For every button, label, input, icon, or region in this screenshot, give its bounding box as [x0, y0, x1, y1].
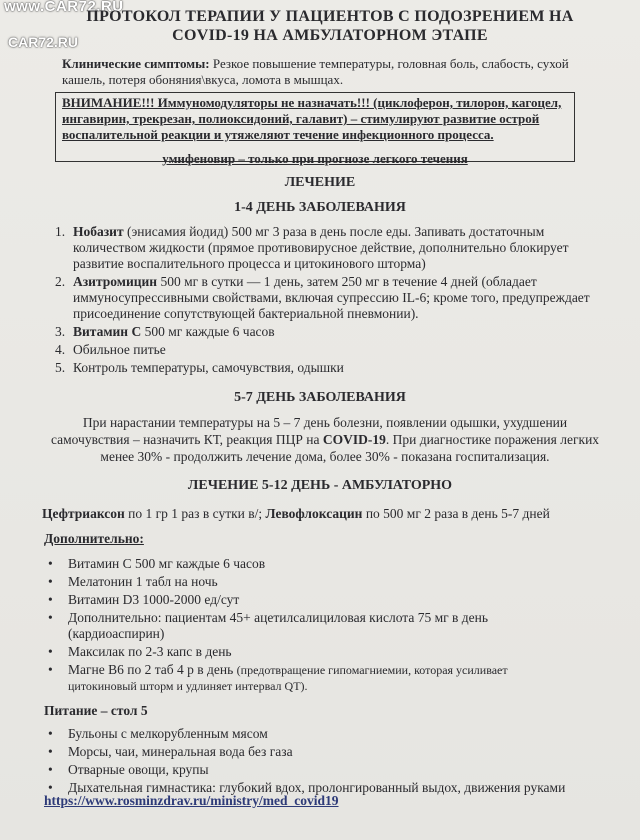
list-item: 3. Витамин С 500 мг каждые 6 часов	[55, 324, 275, 339]
clinical-text: Резкое повышение температуры, головная боль, слабость, сухой кашель, потеря обоняния\вкуса, ломота в мышцах.	[62, 56, 569, 87]
warning-footer: умифеновир – только при прогнозе легкого течения	[162, 151, 468, 166]
list-item: • Дыхательная гимнастика: глубокий вдох, пролонгированный выдох, движения руками	[48, 780, 608, 796]
list-item: • Бульоны с мелкорубленным мясом	[48, 726, 608, 742]
list-item: • Дополнительно: пациентам 45+ ацетилсалициловая кислота 75 мг в день (кардиоаспирин)	[48, 610, 568, 642]
clinical-symptoms	[62, 56, 582, 88]
ministry-link[interactable]: https://www.rosminzdrav.ru/ministry/med_covid19	[44, 793, 339, 808]
warning-lead: ВНИМАНИЕ!!! Иммуномодуляторы не назначать!!!	[62, 95, 370, 110]
list-item: • Витамин С 500 мг каждые 6 часов	[48, 556, 568, 572]
list-item: • Отварные овощи, крупы	[48, 762, 608, 778]
list-item: 1. Нобазит (энисамия йодид) 500 мг 3 раза в день после еды. Запивать достаточным количеством жидкости (прямое противовирусное действие, дополнительно блокирует развитие воспалительного процесса и цитокинового шторма)	[55, 224, 569, 271]
treatment-heading: ЛЕЧЕНИЕ	[284, 175, 356, 190]
list-item: 2. Азитромицин 500 мг в сутки — 1 день, затем 250 мг в течение 4 дней (обладает иммуносупрессивными свойствами, включая супрессию IL-6; кроме того, предупреждает присоединение сопутствующей бактериальной пневмонии).	[55, 274, 590, 321]
list-item: 5. Контроль температуры, самочувствия, одышки	[55, 360, 344, 375]
additional-list	[48, 556, 568, 696]
protocol-title-line1: ПРОТОКОЛ ТЕРАПИИ У ПАЦИЕНТОВ С ПОДОЗРЕНИЕМ НА	[86, 8, 574, 25]
warning-text: (циклоферон, тилорон, кагоцел, ингавирин, трекрезан, полиоксидоний, галавит) – стимулируют развитие острой воспалительной реакции и утяжеляют течение инфекционного процесса.	[62, 95, 562, 142]
antibiotics-line: Цефтриаксон по 1 гр 1 раз в сутки в/; Левофлоксацин по 500 мг 2 раза в день 5-7 дней	[42, 506, 550, 521]
watermark-top: www.CAR72.RU	[4, 0, 124, 15]
list-item: • Мелатонин 1 табл на ночь	[48, 574, 568, 590]
list-item: • Морсы, чаи, минеральная вода без газа	[48, 744, 608, 760]
days-5-7-heading: 5-7 ДЕНЬ ЗАБОЛЕВАНИЯ	[234, 390, 406, 405]
days-5-12-heading: ЛЕЧЕНИЕ 5-12 ДЕНЬ - АМБУЛАТОРНО	[187, 478, 453, 493]
days-1-4-heading: 1-4 ДЕНЬ ЗАБОЛЕВАНИЯ	[234, 200, 406, 215]
clinical-label: Клинические симптомы:	[62, 56, 210, 71]
diet-list	[48, 726, 608, 798]
protocol-title-line2: COVID-19 НА АМБУЛАТОРНОМ ЭТАПЕ	[172, 27, 488, 44]
additional-heading: Дополнительно:	[44, 531, 144, 546]
list-item: • Магне В6 по 2 таб 4 р в день (предотвращение гипомагниемии, которая усиливает цитокиновый шторм и удлиняет интервал QT).	[48, 662, 568, 694]
watermark-side: CAR72.RU	[8, 34, 79, 50]
list-item: 4. Обильное питье	[55, 342, 166, 357]
list-item: • Витамин D3 1000-2000 ед/сут	[48, 592, 568, 608]
treatment-list	[55, 224, 595, 378]
days-5-7-text: При нарастании температуры на 5 – 7 день болезни, появлении одышки, ухудшении самочувствия – назначить КТ, реакция ПЦР на COVID-19. При диагностике поражения легких менее 30% - продолжить лечение дома, более 30% - показана госпитализация.	[50, 415, 600, 464]
list-item: • Максилак по 2-3 капс в день	[48, 644, 568, 660]
warning-box	[55, 92, 575, 166]
diet-heading: Питание – стол 5	[44, 703, 148, 718]
